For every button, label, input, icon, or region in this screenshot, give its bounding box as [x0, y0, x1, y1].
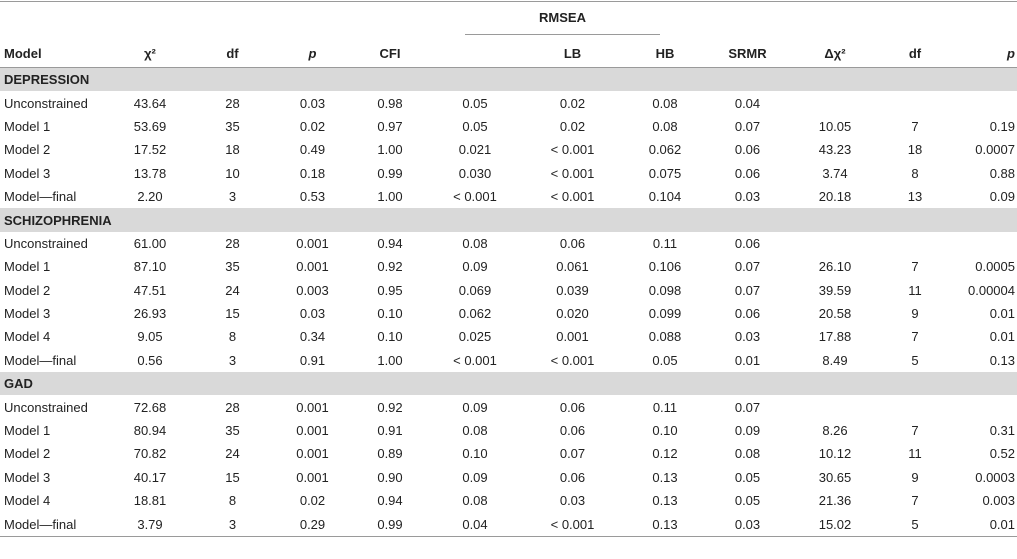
cell-chi2: 53.69	[133, 118, 167, 134]
cell-chi2: 47.51	[133, 282, 167, 298]
cell-df: 18	[225, 142, 240, 158]
cell-rmsea: 0.09	[462, 399, 488, 415]
cell-model: Model 1	[4, 259, 51, 275]
cell-cfi: 0.91	[377, 423, 403, 439]
cell-srmr: 0.03	[705, 512, 790, 536]
col-header-delta-chi2: Δχ²	[790, 40, 880, 68]
cell-lb: < 0.001	[550, 189, 595, 205]
cell-delta-df: 8	[911, 165, 919, 181]
cell-p: 0.03	[299, 306, 326, 322]
model-fit-table	[0, 40, 1017, 537]
rmsea-group-rule	[465, 34, 660, 35]
col-header-rmsea	[430, 40, 520, 68]
cell-rmsea: 0.08	[462, 235, 488, 251]
cell-hb: 0.13	[652, 469, 678, 485]
cell-cfi: 0.10	[377, 329, 403, 345]
cell-chi2: 70.82	[133, 446, 167, 462]
cell-chi2: 9.05	[137, 329, 163, 345]
cell-delta-p: 0.0005	[975, 259, 1015, 275]
cell-delta-df: 7	[911, 493, 919, 509]
cell-model: Model 4	[4, 493, 51, 509]
cell-delta-chi2	[790, 395, 880, 418]
cell-model: Unconstrained	[4, 235, 88, 251]
cell-delta-df: 7	[911, 423, 919, 439]
cell-model: Model 2	[4, 446, 51, 462]
cell-hb: 0.11	[652, 235, 678, 251]
cell-model: Unconstrained	[4, 399, 88, 415]
cell-lb: 0.020	[556, 306, 589, 322]
cell-df: 3	[190, 512, 275, 536]
cell-delta-p: 0.88	[989, 165, 1015, 181]
cell-delta-chi2: 30.65	[818, 469, 852, 485]
cell-chi2: 18.81	[133, 493, 167, 509]
cell-p: 0.34	[299, 329, 326, 345]
cell-delta-df: 5	[911, 352, 919, 368]
cell-df: 28	[225, 235, 240, 251]
cell-delta-df: 18	[907, 142, 923, 158]
table-row	[0, 91, 1017, 114]
cell-delta-df: 7	[911, 329, 919, 345]
cell-delta-df: 11	[908, 282, 922, 298]
table-row	[0, 349, 1017, 372]
cell-model: Model 1	[4, 423, 51, 439]
cell-p: 0.18	[299, 165, 326, 181]
cell-srmr: 0.06	[734, 235, 761, 251]
cell-model: Model—final	[4, 189, 77, 205]
cell-hb: 0.075	[648, 165, 682, 181]
cell-rmsea: 0.021	[458, 142, 492, 158]
cell-chi2: 72.68	[133, 399, 167, 415]
cell-delta-p: 0.31	[989, 423, 1015, 439]
table-row	[0, 489, 1017, 512]
cell-delta-chi2: 26.10	[818, 259, 852, 275]
cell-p: 0.02	[299, 493, 326, 509]
cell-srmr: 0.08	[734, 446, 761, 462]
cell-lb: 0.02	[559, 95, 586, 111]
col-header-lb: LB	[520, 40, 625, 68]
cell-chi2: 13.78	[133, 165, 167, 181]
cell-srmr: 0.03	[734, 189, 761, 205]
cell-lb: 0.039	[556, 282, 589, 298]
cell-df: 10	[225, 165, 240, 181]
cell-lb: < 0.001	[550, 142, 595, 158]
cell-cfi: 0.98	[377, 95, 403, 111]
cell-rmsea: 0.05	[462, 118, 488, 134]
cell-p: 0.001	[296, 469, 329, 485]
header-row	[0, 40, 1017, 68]
cell-chi2: 26.93	[133, 306, 167, 322]
cell-hb: 0.062	[648, 142, 682, 158]
cell-rmsea: 0.08	[462, 493, 488, 509]
cell-hb: 0.12	[652, 446, 678, 462]
cell-delta-chi2: 8.49	[822, 352, 848, 368]
cell-hb: 0.106	[648, 259, 682, 275]
cell-lb: < 0.001	[520, 512, 625, 536]
cell-delta-chi2: 20.58	[818, 306, 852, 322]
cell-srmr: 0.04	[734, 95, 761, 111]
cell-delta-p: 0.19	[989, 118, 1015, 134]
cell-p: 0.29	[275, 512, 350, 536]
cell-p: 0.03	[299, 95, 326, 111]
cell-hb: 0.08	[652, 118, 678, 134]
cell-srmr: 0.05	[734, 493, 761, 509]
col-header-cfi: CFI	[350, 40, 430, 68]
cell-delta-chi2: 43.23	[818, 142, 852, 158]
cell-rmsea: 0.09	[462, 469, 488, 485]
cell-df: 35	[225, 423, 240, 439]
cell-df: 15	[225, 306, 240, 322]
cell-df: 8	[228, 493, 237, 509]
cell-p: 0.91	[299, 352, 326, 368]
cell-p: 0.001	[296, 399, 329, 415]
cell-lb: 0.06	[559, 469, 586, 485]
cell-delta-chi2	[790, 232, 880, 255]
cell-lb: 0.06	[559, 399, 586, 415]
cell-model: Model 1	[4, 118, 51, 134]
section-title: GAD	[0, 372, 1017, 395]
table-row	[0, 512, 1017, 536]
cell-srmr: 0.09	[734, 423, 761, 439]
cell-df: 35	[225, 259, 240, 275]
cell-chi2: 17.52	[133, 142, 167, 158]
cell-chi2: 87.10	[133, 259, 167, 275]
cell-cfi: 1.00	[377, 142, 403, 158]
cell-hb: 0.13	[625, 512, 705, 536]
cell-df: 3	[228, 352, 237, 368]
cell-delta-p: 0.13	[989, 352, 1015, 368]
cell-p: 0.001	[296, 259, 329, 275]
cell-chi2: 61.00	[133, 235, 167, 251]
table-row	[0, 232, 1017, 255]
cell-hb: 0.05	[652, 352, 678, 368]
col-header-delta-p: p	[950, 40, 1017, 68]
cell-delta-p: 0.52	[989, 446, 1015, 462]
cell-cfi: 0.90	[377, 469, 403, 485]
table-row	[0, 442, 1017, 465]
cell-delta-p: 0.01	[989, 329, 1015, 345]
cell-model: Model—final	[4, 352, 77, 368]
cell-delta-chi2: 21.36	[818, 493, 852, 509]
cell-lb: 0.02	[559, 118, 586, 134]
cell-df: 24	[225, 446, 240, 462]
cell-cfi: 0.97	[377, 118, 403, 134]
section-header-row	[0, 208, 1017, 231]
cell-model: Model 3	[4, 469, 51, 485]
cell-model: Model 3	[4, 306, 51, 322]
cell-delta-df: 7	[911, 118, 919, 134]
cell-p: 0.49	[299, 142, 326, 158]
col-header-srmr: SRMR	[705, 40, 790, 68]
cell-chi2: 43.64	[133, 95, 167, 111]
cell-df: 24	[225, 282, 240, 298]
cell-delta-p: 0.00004	[968, 282, 1015, 298]
cell-rmsea: 0.030	[458, 165, 492, 181]
cell-cfi: 0.10	[377, 306, 403, 322]
cell-lb: < 0.001	[550, 352, 595, 368]
cell-lb: 0.06	[559, 423, 586, 439]
cell-delta-df	[880, 395, 950, 418]
cell-delta-chi2: 15.02	[790, 512, 880, 536]
cell-hb: 0.08	[652, 95, 678, 111]
rmsea-group-header: RMSEA	[539, 10, 586, 25]
cell-srmr: 0.06	[734, 306, 761, 322]
table-row	[0, 466, 1017, 489]
cell-delta-p	[950, 395, 1017, 418]
cell-srmr: 0.05	[734, 469, 761, 485]
cell-chi2: 40.17	[133, 469, 167, 485]
cell-srmr: 0.07	[734, 282, 761, 298]
cell-df: 8	[228, 329, 237, 345]
table-row	[0, 279, 1017, 302]
cell-hb: 0.10	[652, 423, 678, 439]
cell-p: 0.02	[299, 118, 326, 134]
cell-delta-p: 0.09	[989, 189, 1015, 205]
cell-cfi: 1.00	[377, 352, 403, 368]
cell-lb: 0.001	[556, 329, 589, 345]
cell-chi2: 2.20	[137, 189, 163, 205]
cell-delta-df	[880, 91, 950, 114]
cell-hb: 0.11	[652, 399, 678, 415]
table-row	[0, 325, 1017, 348]
cell-delta-chi2	[790, 91, 880, 114]
cell-p: 0.001	[296, 423, 329, 439]
cell-delta-chi2: 8.26	[822, 423, 848, 439]
cell-rmsea: 0.05	[462, 95, 488, 111]
cell-delta-p	[950, 91, 1017, 114]
cell-rmsea: 0.10	[462, 446, 488, 462]
cell-df: 3	[228, 189, 237, 205]
col-header-chi2: χ²	[110, 40, 190, 68]
cell-delta-chi2: 39.59	[818, 282, 852, 298]
table-row	[0, 255, 1017, 278]
cell-chi2: 0.56	[137, 352, 163, 368]
col-header-df: df	[190, 40, 275, 68]
cell-cfi: 0.99	[350, 512, 430, 536]
cell-srmr: 0.07	[734, 118, 761, 134]
cell-delta-p: 0.0003	[975, 469, 1015, 485]
table-row	[0, 162, 1017, 185]
cell-delta-df: 7	[911, 259, 919, 275]
cell-lb: 0.061	[556, 259, 589, 275]
cell-lb: 0.06	[559, 235, 586, 251]
cell-hb: 0.099	[648, 306, 682, 322]
cell-delta-p: 0.01	[989, 306, 1015, 322]
cell-p: 0.53	[299, 189, 326, 205]
cell-delta-chi2: 3.74	[822, 165, 848, 181]
col-header-delta-df: df	[880, 40, 950, 68]
cell-hb: 0.104	[648, 189, 682, 205]
cell-delta-p: 0.01	[950, 512, 1017, 536]
table-row	[0, 115, 1017, 138]
cell-srmr: 0.06	[734, 142, 761, 158]
table-row	[0, 138, 1017, 161]
cell-rmsea: 0.069	[458, 282, 492, 298]
cell-model: Model 4	[4, 329, 51, 345]
table-row	[0, 395, 1017, 418]
section-header-row	[0, 68, 1017, 92]
cell-chi2: 80.94	[133, 423, 167, 439]
cell-chi2: 3.79	[110, 512, 190, 536]
cell-model: Model 3	[4, 165, 51, 181]
table-row	[0, 302, 1017, 325]
cell-delta-df: 5	[880, 512, 950, 536]
cell-cfi: 1.00	[377, 189, 403, 205]
cell-srmr: 0.03	[734, 329, 761, 345]
cell-rmsea: < 0.001	[453, 189, 497, 205]
cell-lb: < 0.001	[550, 165, 595, 181]
cell-p: 0.001	[296, 235, 329, 251]
cell-hb: 0.088	[648, 329, 682, 345]
col-header-model: Model	[0, 40, 110, 68]
cell-cfi: 0.89	[377, 446, 403, 462]
cell-cfi: 0.94	[377, 235, 403, 251]
cell-rmsea: < 0.001	[453, 352, 497, 368]
section-title: DEPRESSION	[0, 68, 1017, 92]
cell-df: 35	[225, 118, 240, 134]
section-header-row	[0, 372, 1017, 395]
cell-lb: 0.03	[559, 493, 586, 509]
cell-cfi: 0.95	[377, 282, 403, 298]
cell-cfi: 0.92	[377, 259, 403, 275]
table-row	[0, 419, 1017, 442]
cell-cfi: 0.99	[377, 165, 403, 181]
cell-rmsea: 0.025	[458, 329, 492, 345]
cell-delta-df	[880, 232, 950, 255]
cell-delta-df: 13	[907, 189, 923, 205]
cell-p: 0.001	[296, 446, 329, 462]
cell-delta-chi2: 10.05	[818, 118, 852, 134]
cell-model: Model—final	[0, 512, 110, 536]
cell-lb: 0.07	[559, 446, 586, 462]
section-title: SCHIZOPHRENIA	[0, 208, 1017, 231]
cell-srmr: 0.01	[734, 352, 761, 368]
cell-srmr: 0.06	[734, 165, 761, 181]
cell-df: 28	[225, 95, 240, 111]
cell-delta-df: 9	[911, 306, 919, 322]
table-row	[0, 185, 1017, 208]
cell-delta-p	[950, 232, 1017, 255]
cell-cfi: 0.92	[377, 399, 403, 415]
cell-srmr: 0.07	[734, 399, 761, 415]
cell-delta-chi2: 20.18	[818, 189, 852, 205]
cell-delta-chi2: 10.12	[818, 446, 852, 462]
col-header-hb: HB	[625, 40, 705, 68]
cell-hb: 0.098	[648, 282, 682, 298]
cell-delta-p: 0.003	[982, 493, 1015, 509]
cell-delta-df: 11	[908, 446, 922, 462]
cell-delta-p: 0.0007	[975, 142, 1015, 158]
top-rule	[0, 1, 1017, 2]
cell-delta-df: 9	[911, 469, 919, 485]
cell-hb: 0.13	[652, 493, 678, 509]
cell-rmsea: 0.09	[462, 259, 488, 275]
cell-srmr: 0.07	[734, 259, 761, 275]
cell-rmsea: 0.08	[462, 423, 488, 439]
cell-delta-chi2: 17.88	[818, 329, 852, 345]
col-header-p: p	[275, 40, 350, 68]
cell-cfi: 0.94	[377, 493, 403, 509]
cell-model: Model 2	[4, 142, 51, 158]
cell-df: 28	[225, 399, 240, 415]
cell-p: 0.003	[296, 282, 329, 298]
cell-df: 15	[225, 469, 240, 485]
cell-rmsea: 0.04	[430, 512, 520, 536]
cell-model: Model 2	[4, 282, 51, 298]
cell-model: Unconstrained	[4, 95, 88, 111]
cell-rmsea: 0.062	[458, 306, 492, 322]
